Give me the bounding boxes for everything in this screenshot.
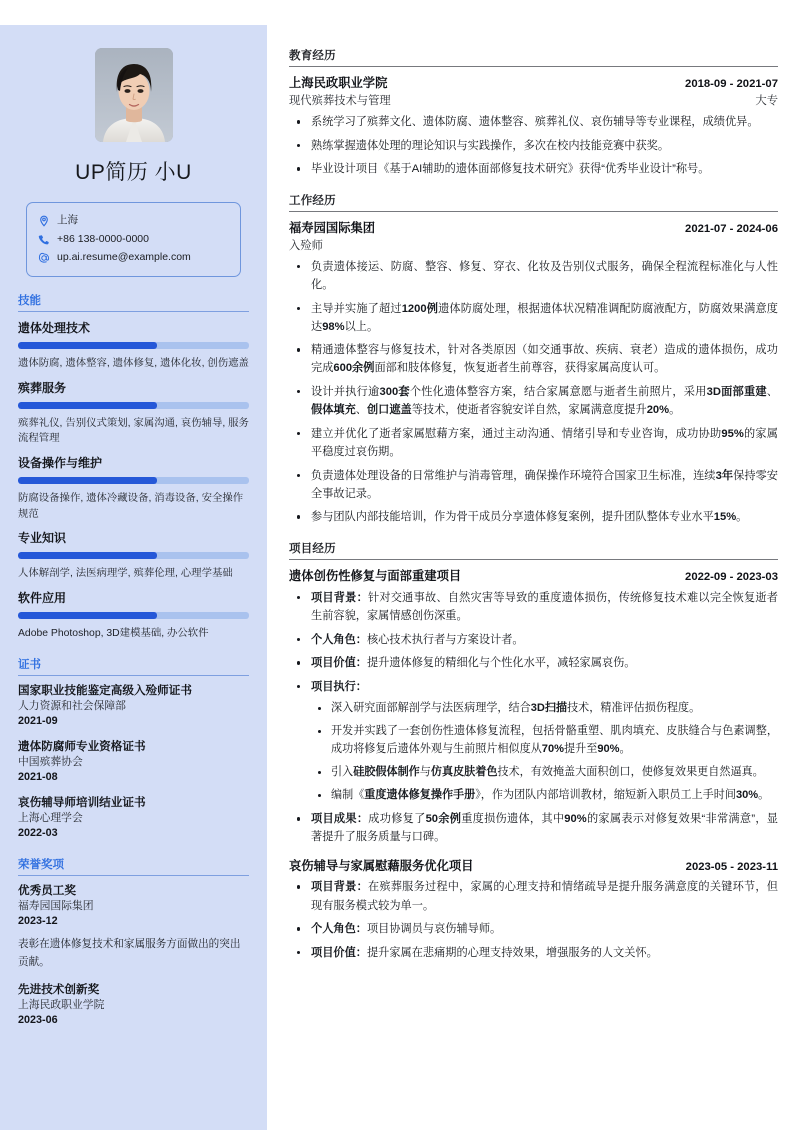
project-bullet-text: 项目协调员与哀伤辅导师。 (366, 923, 502, 936)
skill-level-fill (18, 477, 157, 484)
project-sub-bullet: 开发并实践了一套创伤性遗体修复流程，包括骨骼重塑、肌肉填充、皮肤缝合与色素调整，成功将修复后遗体外观与生前照片相似度从70%提升至90%。 (311, 723, 778, 759)
skill-level-bar (18, 342, 249, 349)
education-bullet: 毕业设计项目《基于AI辅助的遗体面部修复技术研究》获得“优秀毕业设计”称号。 (289, 160, 778, 178)
project-bullet-label: 项目背景： (311, 591, 368, 604)
contact-phone-text: +86 138-0000-0000 (57, 232, 149, 245)
project-bullet-label: 项目价值： (311, 657, 367, 670)
work-bullet: 精通遗体整容与修复技术，针对各类原因（如交通事故、疾病、衰老）造成的遗体损伤，成功完成600余例面部和肢体修复，恢复逝者生前尊容，获得家属高度认可。 (289, 341, 778, 377)
skill-item (18, 456, 249, 522)
skill-name: 殡葬服务 (18, 380, 67, 395)
skill-level-fill (18, 552, 157, 559)
skill-level-fill (18, 402, 157, 409)
education-entry-head (289, 75, 778, 93)
projects-heading: 项目经历 (289, 542, 336, 555)
skill-item (18, 591, 249, 642)
certificate-title: 国家职业技能鉴定高级入殓师证书 (18, 684, 192, 698)
project-sub-bullet: 深入研究面部解剖学与法医病理学，结合3D扫描技术，精准评估损伤程度。 (311, 700, 778, 718)
skill-level-bar (18, 612, 249, 619)
skills-heading: 技能 (18, 295, 41, 308)
work-section (289, 192, 778, 527)
location-pin-icon (38, 215, 50, 227)
work-entry-sub (289, 238, 778, 255)
contact-box (26, 202, 241, 277)
work-bullet: 设计并执行逾300套个性化遗体整容方案，结合家属意愿与逝者生前照片，采用3D面部重建、假体填充、创口遮盖等技术，使逝者容貌安详自然，家属满意度提升20%。 (289, 383, 778, 419)
certificate-title: 哀伤辅导师培训结业证书 (18, 796, 146, 810)
certificate-org: 中国殡葬协会 (18, 755, 83, 768)
award-date: 2023-06 (18, 1013, 58, 1026)
project-bullet-text: 成功修复了50余例重度损伤遗体，其中90%的家属表示对修复效果“非常满意”，显著提升了服务质量与口碑。 (311, 813, 778, 844)
award-date: 2023-12 (18, 914, 58, 927)
work-bullet: 负责遗体接运、防腐、整容、修复、穿衣、化妆及告别仪式服务，确保全程流程标准化与人性化。 (289, 258, 778, 294)
certificates-heading: 证书 (18, 659, 41, 672)
certificate-org: 人力资源和社会保障部 (18, 700, 126, 713)
contact-location-text: 上海 (57, 214, 78, 227)
skill-detail: 遗体防腐, 遗体整容, 遗体修复, 遗体化妆, 创伤遮盖 (18, 358, 249, 370)
skill-detail: 人体解剖学, 法医病理学, 殡葬伦理, 心理学基础 (18, 568, 233, 580)
phone-icon (38, 234, 50, 246)
award-title: 先进技术创新奖 (18, 982, 100, 996)
skills-section (18, 292, 249, 641)
project-bullet (289, 920, 778, 938)
education-school: 上海民政职业学院 (289, 76, 388, 91)
certificate-item (18, 795, 249, 841)
project-bullet (289, 878, 778, 914)
skill-name: 软件应用 (18, 590, 67, 605)
project-sub-bullet: 引入硅胶假体制作与仿真皮肤着色技术，有效掩盖大面积创口，使修复效果更自然逼真。 (311, 764, 778, 782)
work-bullet: 负责遗体处理设备的日常维护与消毒管理，确保操作环境符合国家卫生标准，连续3年保持零安全事故记录。 (289, 467, 778, 503)
skill-item (18, 381, 249, 447)
education-degree: 大专 (755, 95, 778, 108)
work-company: 福寿园国际集团 (289, 220, 376, 235)
work-bullets (289, 258, 778, 527)
contact-email-text: up.ai.resume@example.com (57, 251, 191, 264)
project-bullet (289, 589, 778, 625)
skill-level-fill (18, 612, 157, 619)
project-sub-bullets (311, 700, 778, 805)
certificate-org: 上海心理学会 (18, 811, 83, 824)
project-bullet-label: 项目执行： (311, 680, 367, 693)
project-bullet-label: 个人角色： (311, 923, 367, 936)
project-bullet-label: 项目价值： (311, 946, 367, 959)
project-bullet (289, 654, 778, 672)
project-bullet-text: 针对交通事故、自然灾害等导致的重度遗体损伤，传统修复技术难以完全恢复逝者生前容貌，家属情感创伤深重。 (311, 591, 778, 622)
project-item (289, 568, 778, 847)
skill-level-bar (18, 552, 249, 559)
education-entry-sub (289, 93, 778, 110)
skill-name: 专业知识 (18, 531, 67, 546)
work-heading: 工作经历 (289, 194, 336, 207)
education-heading: 教育经历 (289, 50, 336, 62)
award-item (18, 883, 249, 972)
projects-heading-rule (289, 559, 778, 560)
work-bullet: 主导并实施了超过1200例遗体防腐处理，根据遗体状况精准调配防腐液配方，防腐效果满意度达98%以上。 (289, 300, 778, 336)
education-bullet: 熟练掌握遗体处理的理论知识与实践操作，多次在校内技能竞赛中获奖。 (289, 137, 778, 155)
work-role: 入殓师 (289, 239, 323, 252)
full-name: UP简历 小U (75, 161, 192, 184)
certificates-heading-rule (18, 675, 249, 676)
work-entry-head (289, 220, 778, 238)
project-bullet-text: 核心技术执行者与方案设计者。 (366, 633, 524, 646)
project-bullet-text: 提升家属在悲痛期的心理支持效果，增强服务的人文关怀。 (366, 946, 658, 959)
project-entry-head (289, 568, 778, 586)
projects-section (289, 540, 778, 962)
work-date: 2021-07 - 2024-06 (685, 222, 778, 235)
education-heading-rule (289, 66, 778, 67)
project-bullet-label: 项目成果： (311, 813, 369, 826)
award-title: 优秀员工奖 (18, 883, 76, 897)
main-column (267, 0, 800, 1130)
certificate-date: 2021-09 (18, 715, 58, 728)
education-section (289, 47, 778, 179)
contact-email[interactable] (38, 249, 229, 267)
contact-location[interactable] (38, 212, 229, 230)
awards-section (18, 856, 249, 1028)
project-bullet-text: 在殡葬服务过程中，家属的心理支持和情绪疏导是提升服务满意度的关键环节，但现有服务模式较为单一。 (311, 881, 778, 912)
award-item (18, 982, 249, 1028)
certificate-title: 遗体防腐师专业资格证书 (18, 740, 146, 754)
project-bullet-text: 提升遗体修复的精细化与个性化水平，减轻家属哀伤。 (366, 657, 636, 670)
award-org: 上海民政职业学院 (18, 998, 105, 1011)
contact-phone[interactable] (38, 230, 229, 248)
project-title: 哀伤辅导与家属慰藉服务优化项目 (289, 858, 474, 873)
award-desc: 表彰在遗体修复技术和家属服务方面做出的突出贡献。 (18, 937, 241, 969)
skill-level-bar (18, 477, 249, 484)
photo-container (18, 25, 249, 142)
project-entry-head (289, 858, 778, 876)
work-heading-rule (289, 211, 778, 212)
certificate-date: 2021-08 (18, 771, 58, 783)
education-date: 2018-09 - 2021-07 (685, 78, 778, 91)
skills-heading-rule (18, 311, 249, 312)
award-org: 福寿园国际集团 (18, 899, 94, 912)
project-bullet-label: 个人角色： (311, 633, 367, 646)
education-bullets (289, 113, 778, 178)
awards-heading-rule (18, 875, 249, 876)
certificate-item (18, 739, 249, 785)
skill-item (18, 321, 249, 372)
skill-detail: Adobe Photoshop, 3D建模基础, 办公软件 (18, 627, 209, 639)
certificate-date: 2022-03 (18, 826, 58, 839)
email-icon (38, 252, 50, 264)
skill-level-bar (18, 402, 249, 409)
sidebar (0, 25, 267, 1130)
project-date: 2022-09 - 2023-03 (685, 570, 778, 583)
project-sub-bullet: 编制《重度遗体修复操作手册》，作为团队内部培训教材，缩短新入职员工上手时间30%。 (311, 787, 778, 805)
project-date: 2023-05 - 2023-11 (685, 860, 778, 873)
education-major: 现代殡葬技术与管理 (289, 95, 391, 108)
project-bullet (289, 944, 778, 962)
project-bullet (289, 631, 778, 649)
project-item (289, 858, 778, 962)
work-bullet: 建立并优化了逝者家属慰藉方案，通过主动沟通、情绪引导和专业咨询，成功协助95%的家属平稳度过哀伤期。 (289, 425, 778, 461)
work-bullet: 参与团队内部技能培训，作为骨干成员分享遗体修复案例，提升团队整体专业水平15%。 (289, 508, 778, 526)
education-bullet: 系统学习了殡葬文化、遗体防腐、遗体整容、殡葬礼仪、哀伤辅导等专业课程，成绩优异。 (289, 113, 778, 131)
project-bullet-label: 项目背景： (311, 881, 368, 894)
project-bullets (289, 878, 778, 962)
awards-heading: 荣誉奖项 (18, 858, 64, 871)
profile-photo (95, 48, 173, 142)
skill-detail: 殡葬礼仪, 告别仪式策划, 家属沟通, 哀伤辅导, 服务流程管理 (18, 417, 249, 445)
skill-item (18, 531, 249, 582)
certificates-section (18, 656, 249, 841)
project-bullet (289, 810, 778, 846)
certificate-item (18, 683, 249, 729)
project-title: 遗体创伤性修复与面部重建项目 (289, 568, 462, 583)
project-bullet (289, 678, 778, 805)
project-bullets (289, 589, 778, 847)
skill-name: 遗体处理技术 (18, 321, 91, 336)
skill-level-fill (18, 342, 157, 349)
skill-detail: 防腐设备操作, 遗体冷藏设备, 消毒设备, 安全操作规范 (18, 492, 244, 520)
skill-name: 设备操作与维护 (18, 455, 103, 470)
